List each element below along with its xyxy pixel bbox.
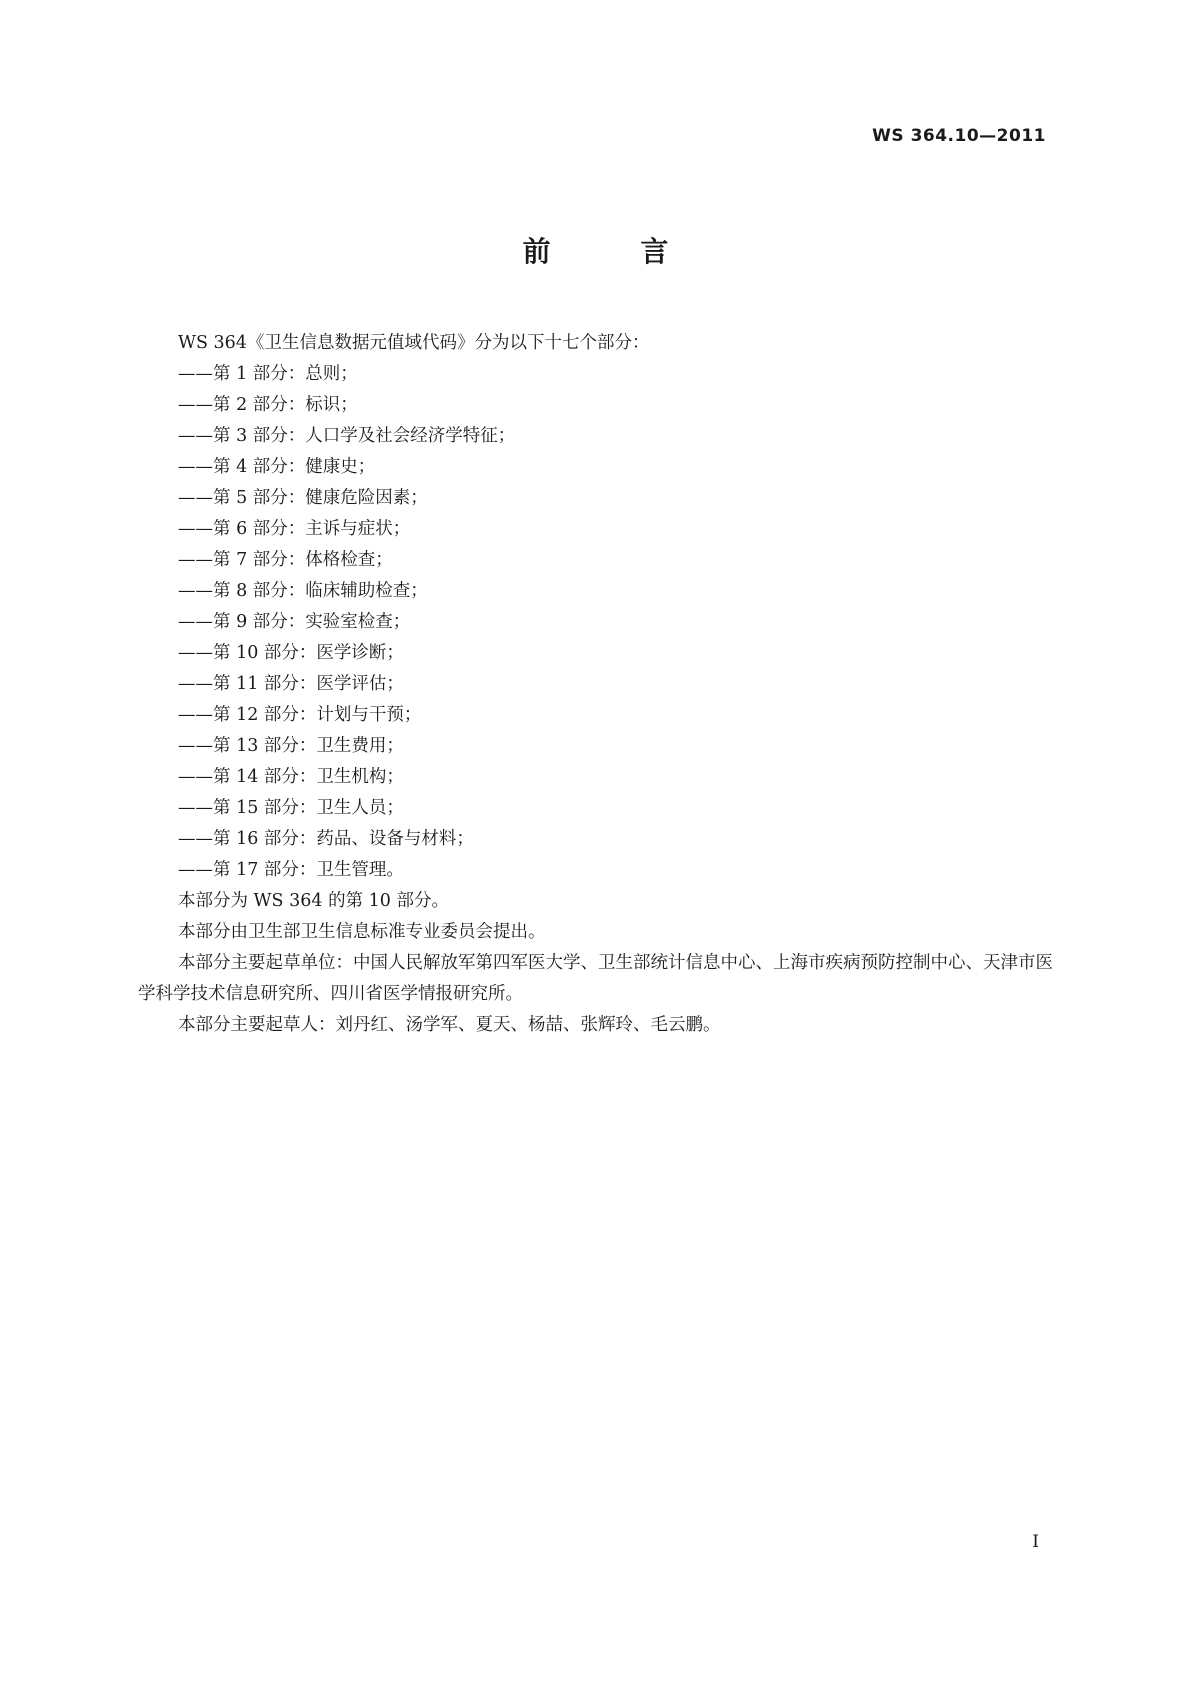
part-item: ——第 16 部分：药品、设备与材料； xyxy=(178,829,474,849)
part-item: ——第 1 部分：总则； xyxy=(178,364,358,384)
part-item: ——第 7 部分：体格检查； xyxy=(178,550,393,570)
part-item: ——第 10 部分：医学诊断； xyxy=(178,643,404,663)
document-code: WS 364.10—2011 xyxy=(872,126,1046,146)
page-title: 前 言 xyxy=(522,235,709,268)
part-item: ——第 12 部分：计划与干预； xyxy=(178,705,422,725)
part-item: ——第 2 部分：标识； xyxy=(178,395,358,415)
intro-line: WS 364《卫生信息数据元值域代码》分为以下十七个部分： xyxy=(178,333,650,353)
part-item: ——第 15 部分：卫生人员； xyxy=(178,798,404,818)
part-item: ——第 8 部分：临床辅助检查； xyxy=(178,581,428,601)
part-item: ——第 9 部分：实验室检查； xyxy=(178,612,411,632)
proposed-by-statement: 本部分由卫生部卫生信息标准专业委员会提出。 xyxy=(178,922,546,942)
part-item: ——第 14 部分：卫生机构； xyxy=(178,767,404,787)
part-item: ——第 6 部分：主诉与症状； xyxy=(178,519,411,539)
part-item: ——第 5 部分：健康危险因素； xyxy=(178,488,428,508)
drafting-units-statement: 本部分主要起草单位：中国人民解放军第四军医大学、卫生部统计信息中心、上海市疾病预防控制中心、天津市医学科学技术信息研究所、四川省医学情报研究所。 xyxy=(138,953,1053,1004)
page-number: I xyxy=(1032,1532,1039,1552)
part-item: ——第 4 部分：健康史； xyxy=(178,457,376,477)
this-part-statement: 本部分为 WS 364 的第 10 部分。 xyxy=(178,891,449,911)
part-item: ——第 13 部分：卫生费用； xyxy=(178,736,404,756)
foreword-body xyxy=(138,328,1053,1041)
part-item: ——第 3 部分：人口学及社会经济学特征； xyxy=(178,426,516,446)
drafters-statement: 本部分主要起草人：刘丹红、汤学军、夏天、杨喆、张辉玲、毛云鹏。 xyxy=(178,1015,721,1035)
part-item: ——第 11 部分：医学评估； xyxy=(178,674,404,694)
part-item: ——第 17 部分：卫生管理。 xyxy=(178,860,404,880)
